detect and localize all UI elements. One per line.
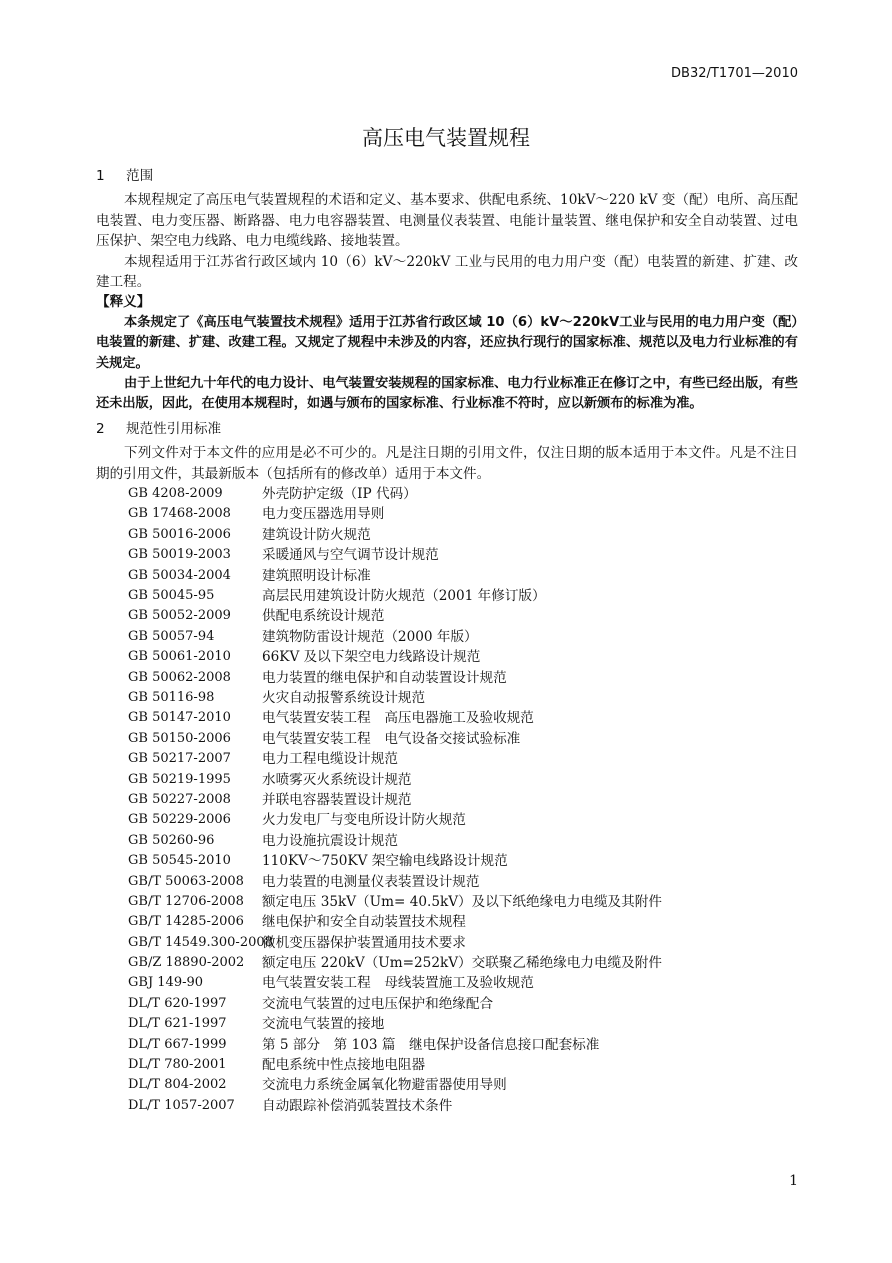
- section-2-heading: [96, 419, 798, 439]
- reference-title: 自动跟踪补偿消弧装置技术条件: [262, 1097, 453, 1114]
- reference-code: GB/T 50063-2008: [128, 873, 244, 889]
- reference-item: [128, 1035, 798, 1055]
- reference-title: 电气装置安装工程 电气设备交接试验标准: [262, 730, 521, 747]
- reference-title: 交流电气装置的接地: [262, 1016, 385, 1033]
- reference-title: 火力发电厂与变电所设计防火规范: [262, 812, 466, 829]
- reference-title: 微机变压器保护装置通用技术要求: [262, 934, 466, 951]
- reference-item: [128, 892, 798, 912]
- reference-item: [128, 1075, 798, 1095]
- reference-title: 交流电力系统金属氧化物避雷器使用导则: [262, 1077, 507, 1094]
- reference-item: [128, 627, 798, 647]
- note-label: 【释义】: [96, 294, 151, 311]
- reference-code: GB 50034-2004: [128, 567, 231, 583]
- document-body: [96, 166, 798, 1116]
- reference-item: [128, 1096, 798, 1116]
- reference-title: 继电保护和安全自动装置技术规程: [262, 914, 466, 931]
- section-1-number: 1: [96, 168, 105, 184]
- reference-title: 采暖通风与空气调节设计规范: [262, 547, 439, 564]
- reference-code: GB/T 14549.300-2008: [128, 934, 273, 950]
- reference-title: 电力变压器选用导则: [262, 506, 385, 523]
- reference-item: [128, 729, 798, 749]
- reference-item: [128, 770, 798, 790]
- reference-title: 供配电系统设计规范: [262, 608, 385, 625]
- reference-item: [128, 484, 798, 504]
- reference-title: 建筑照明设计标准: [262, 567, 371, 584]
- reference-title: 66KV 及以下架空电力线路设计规范: [262, 649, 481, 666]
- reference-code: DL/T 621-1997: [128, 1016, 227, 1032]
- reference-title: 电力装置的继电保护和自动装置设计规范: [262, 669, 507, 686]
- note-paragraph-1: 本条规定了《高压电气装置技术规程》适用于江苏省行政区域 10（6）kV～220kV工业与民用的电力用户变（配）电装置的新建、扩建、改建工程。又规定了规程中未涉及的内容，还应执行现行的国家标准、规范以及电力行业标准的有关规定。: [96, 314, 798, 371]
- reference-title: 并联电容器装置设计规范: [262, 791, 412, 808]
- reference-title: 外壳防护定级（IP 代码）: [262, 486, 417, 503]
- reference-item: [128, 1014, 798, 1034]
- reference-code: GB 50062-2008: [128, 669, 231, 685]
- section-2-title: 规范性引用标准: [126, 420, 222, 437]
- section-1-title: 范围: [126, 168, 154, 184]
- reference-item: [128, 606, 798, 626]
- reference-code: GB 4208-2009: [128, 486, 223, 502]
- reference-item: [128, 994, 798, 1014]
- reference-title: 第 5 部分 第 103 篇 继电保护设备信息接口配套标准: [262, 1036, 600, 1053]
- reference-item: [128, 933, 798, 953]
- reference-item: [128, 872, 798, 892]
- reference-item: [128, 790, 798, 810]
- page-title: 高压电气装置规程: [362, 126, 530, 150]
- reference-title: 电力装置的电测量仪表装置设计规范: [262, 873, 480, 890]
- reference-code: GB 17468-2008: [128, 506, 231, 522]
- reference-code: DL/T 780-2001: [128, 1057, 227, 1073]
- reference-item: [128, 708, 798, 728]
- reference-item: [128, 810, 798, 830]
- section-1-paragraph-1: 本规程规定了高压电气装置规程的术语和定义、基本要求、供配电系统、10kV～220 kV 变（配）电所、高压配电装置、电力变压器、断路器、电力电容器装置、电测量仪表装置、电能计量装置、继电保护和安全自动装置、过电压保护、架空电力线路、电力电缆线路、接地装置。: [96, 192, 798, 250]
- reference-code: GB 50057-94: [128, 628, 215, 644]
- reference-code: GB/Z 18890-2002: [128, 955, 245, 971]
- reference-code: GB 50016-2006: [128, 526, 231, 542]
- reference-item: [128, 851, 798, 871]
- reference-item: [128, 688, 798, 708]
- reference-item: [128, 912, 798, 932]
- section-2-number: 2: [96, 420, 105, 437]
- reference-title: 水喷雾灭火系统设计规范: [262, 771, 412, 788]
- reference-item: [128, 566, 798, 586]
- reference-code: GB 50229-2006: [128, 812, 231, 828]
- reference-code: DL/T 1057-2007: [128, 1097, 235, 1113]
- reference-code: GB 50061-2010: [128, 649, 231, 665]
- reference-title: 额定电压 220kV（Um=252kV）交联聚乙稀绝缘电力电缆及附件: [262, 955, 662, 972]
- reference-code: GB 50052-2009: [128, 608, 231, 624]
- reference-code: GB 50227-2008: [128, 791, 231, 807]
- reference-title: 额定电压 35kV（Um= 40.5kV）及以下纸绝缘电力电缆及其附件: [262, 893, 662, 910]
- reference-list: [96, 484, 798, 1116]
- section-2-intro: 下列文件对于本文件的应用是必不可少的。凡是注日期的引用文件，仅注日期的版本适用于本文件。凡是不注日期的引用文件，其最新版本（包括所有的修改单）适用于本文件。: [96, 445, 798, 482]
- reference-code: DL/T 667-1999: [128, 1036, 227, 1052]
- reference-title: 高层民用建筑设计防火规范（2001 年修订版）: [262, 588, 546, 605]
- reference-title: 电气装置安装工程 高压电器施工及验收规范: [262, 710, 534, 727]
- reference-title: 电力工程电缆设计规范: [262, 751, 398, 768]
- reference-title: 电力设施抗震设计规范: [262, 832, 398, 849]
- reference-item: [128, 525, 798, 545]
- reference-code: GB/T 14285-2006: [128, 914, 244, 930]
- reference-item: [128, 831, 798, 851]
- reference-item: [128, 749, 798, 769]
- reference-code: GB 50545-2010: [128, 853, 231, 869]
- reference-title: 交流电气装置的过电压保护和绝缘配合: [262, 995, 494, 1012]
- reference-item: [128, 973, 798, 993]
- reference-code: DL/T 804-2002: [128, 1077, 227, 1093]
- section-1-heading: [96, 166, 798, 186]
- reference-item: [128, 586, 798, 606]
- reference-item: [128, 668, 798, 688]
- reference-code: GB 50150-2006: [128, 730, 231, 746]
- reference-title: 建筑设计防火规范: [262, 526, 371, 543]
- reference-item: [128, 545, 798, 565]
- reference-title: 配电系统中性点接地电阻器: [262, 1057, 426, 1074]
- reference-code: GBJ 149-90: [128, 975, 204, 991]
- reference-code: GB/T 12706-2008: [128, 893, 244, 909]
- note-paragraph-2: 由于上世纪九十年代的电力设计、电气装置安装规程的国家标准、电力行业标准正在修订之中，有些已经出版，有些还未出版，因此，在使用本规程时，如遇与颁布的国家标准、行业标准不符时，应以新颁布的标准为准。: [96, 376, 798, 412]
- reference-code: GB 50260-96: [128, 832, 215, 848]
- reference-code: GB 50019-2003: [128, 547, 231, 563]
- reference-item: [128, 504, 798, 524]
- reference-title: 建筑物防雷设计规范（2000 年版）: [262, 628, 478, 645]
- section-1-paragraph-2: 本规程适用于江苏省行政区域内 10（6）kV～220kV 工业与民用的电力用户变（配）电装置的新建、扩建、改建工程。: [96, 253, 798, 291]
- reference-item: [128, 647, 798, 667]
- reference-title: 110KV～750KV 架空输电线路设计规范: [262, 853, 508, 870]
- reference-title: 火灾自动报警系统设计规范: [262, 690, 426, 706]
- reference-code: GB 50116-98: [128, 690, 215, 705]
- reference-title: 电气装置安装工程 母线装置施工及验收规范: [262, 975, 534, 992]
- reference-code: DL/T 620-1997: [128, 995, 227, 1011]
- reference-item: [128, 1055, 798, 1075]
- reference-code: GB 50045-95: [128, 588, 215, 604]
- page-number: 1: [789, 1173, 798, 1189]
- document-code: DB32/T1701—2010: [671, 66, 798, 81]
- reference-code: GB 50219-1995: [128, 771, 231, 787]
- reference-code: GB 50147-2010: [128, 710, 231, 726]
- reference-code: GB 50217-2007: [128, 751, 231, 767]
- reference-item: [128, 953, 798, 973]
